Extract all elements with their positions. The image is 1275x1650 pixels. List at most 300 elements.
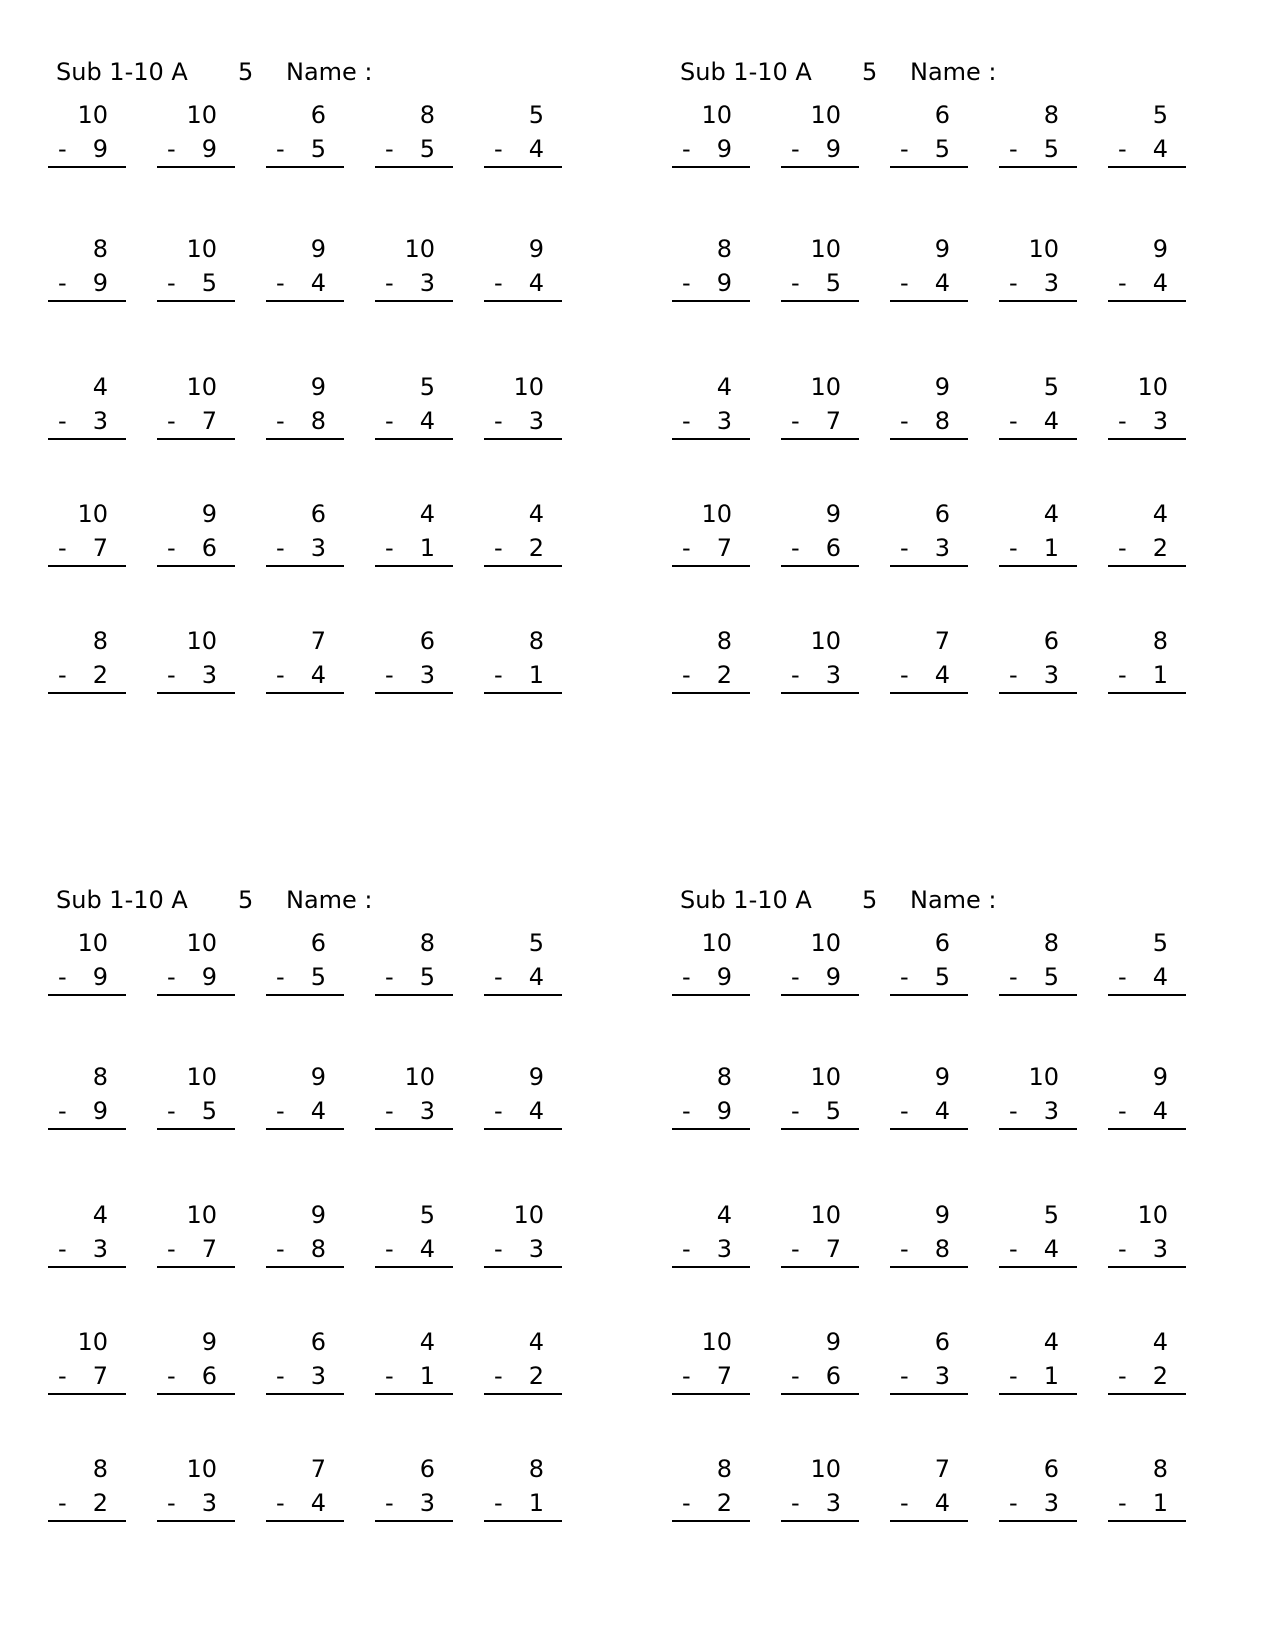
minus-sign: -: [1009, 269, 1018, 297]
subtraction-problem: [781, 626, 859, 696]
minus-sign: -: [167, 407, 176, 435]
subtrahend: 9: [825, 135, 841, 163]
subtraction-problem: [157, 928, 235, 998]
answer-line[interactable]: [890, 1266, 968, 1268]
minus-sign: -: [791, 269, 800, 297]
subtrahend: 3: [1043, 1097, 1059, 1125]
subtraction-problem: [375, 234, 453, 304]
minuend: 4: [1043, 1328, 1059, 1356]
minuend: 8: [1152, 627, 1168, 655]
name-label: Name :: [910, 58, 997, 86]
answer-line[interactable]: [266, 1393, 344, 1395]
minus-sign: -: [791, 135, 800, 163]
minus-sign: -: [682, 963, 691, 991]
subtraction-problem: [266, 1062, 344, 1132]
problem-row: [672, 372, 1232, 442]
answer-line[interactable]: [672, 565, 750, 567]
answer-line[interactable]: [48, 300, 126, 302]
subtrahend: 5: [201, 1097, 217, 1125]
subtrahend: 3: [310, 534, 326, 562]
answer-line[interactable]: [375, 1266, 453, 1268]
answer-line[interactable]: [266, 565, 344, 567]
minus-sign: -: [494, 1097, 503, 1125]
subtrahend: 4: [934, 1489, 950, 1517]
answer-line[interactable]: [781, 565, 859, 567]
subtraction-problem: [1108, 928, 1186, 998]
minuend: 9: [310, 373, 326, 401]
minus-sign: -: [1009, 135, 1018, 163]
minus-sign: -: [385, 1362, 394, 1390]
subtrahend: 3: [419, 661, 435, 689]
answer-line[interactable]: [484, 1393, 562, 1395]
answer-line[interactable]: [157, 692, 235, 694]
subtrahend: 1: [528, 1489, 544, 1517]
answer-line[interactable]: [157, 166, 235, 168]
subtraction-problem: [1108, 234, 1186, 304]
answer-line[interactable]: [890, 692, 968, 694]
subtraction-problem: [266, 1200, 344, 1270]
subtrahend: 3: [1043, 269, 1059, 297]
answer-line[interactable]: [375, 692, 453, 694]
subtrahend: 5: [1043, 135, 1059, 163]
subtraction-problem: [48, 1062, 126, 1132]
minuend: 10: [1028, 1063, 1059, 1091]
answer-line[interactable]: [999, 1266, 1077, 1268]
minuend: 10: [77, 101, 108, 129]
answer-line[interactable]: [157, 1266, 235, 1268]
subtrahend: 7: [92, 534, 108, 562]
answer-line[interactable]: [890, 300, 968, 302]
answer-line[interactable]: [157, 994, 235, 996]
answer-line[interactable]: [266, 994, 344, 996]
subtrahend: 9: [716, 1097, 732, 1125]
answer-line[interactable]: [890, 994, 968, 996]
problem-row: [672, 626, 1232, 696]
subtraction-problem: [484, 1454, 562, 1524]
minus-sign: -: [1118, 1235, 1127, 1263]
subtrahend: 1: [1152, 661, 1168, 689]
answer-line[interactable]: [781, 1266, 859, 1268]
answer-line[interactable]: [484, 692, 562, 694]
minus-sign: -: [167, 661, 176, 689]
minus-sign: -: [494, 1489, 503, 1517]
answer-line[interactable]: [157, 1128, 235, 1130]
minus-sign: -: [167, 1362, 176, 1390]
answer-line[interactable]: [672, 994, 750, 996]
subtrahend: 3: [419, 269, 435, 297]
minus-sign: -: [682, 1097, 691, 1125]
minus-sign: -: [791, 1489, 800, 1517]
answer-line[interactable]: [266, 166, 344, 168]
answer-line[interactable]: [781, 1520, 859, 1522]
subtrahend: 3: [1152, 1235, 1168, 1263]
minus-sign: -: [167, 1235, 176, 1263]
minus-sign: -: [167, 1097, 176, 1125]
answer-line[interactable]: [48, 438, 126, 440]
subtrahend: 8: [934, 407, 950, 435]
answer-line[interactable]: [781, 438, 859, 440]
minuend: 10: [1028, 235, 1059, 263]
worksheet-title: Sub 1-10 A: [56, 886, 188, 914]
answer-line[interactable]: [890, 1128, 968, 1130]
minuend: 9: [934, 1201, 950, 1229]
answer-line[interactable]: [1108, 565, 1186, 567]
subtraction-problem: [484, 1062, 562, 1132]
minuend: 10: [810, 1201, 841, 1229]
answer-line[interactable]: [999, 1520, 1077, 1522]
minus-sign: -: [167, 963, 176, 991]
minuend: 10: [186, 101, 217, 129]
subtraction-problem: [672, 928, 750, 998]
subtraction-problem: [781, 1327, 859, 1397]
subtraction-problem: [157, 626, 235, 696]
answer-line[interactable]: [999, 438, 1077, 440]
answer-line[interactable]: [266, 1520, 344, 1522]
subtrahend: 1: [1152, 1489, 1168, 1517]
subtraction-problem: [375, 499, 453, 569]
answer-line[interactable]: [999, 166, 1077, 168]
minuend: 4: [419, 1328, 435, 1356]
subtraction-problem: [157, 100, 235, 170]
minuend: 10: [186, 1201, 217, 1229]
minus-sign: -: [167, 1489, 176, 1517]
minuend: 7: [934, 1455, 950, 1483]
minus-sign: -: [276, 1097, 285, 1125]
subtrahend: 2: [92, 1489, 108, 1517]
minuend: 8: [92, 1063, 108, 1091]
subtrahend: 9: [201, 135, 217, 163]
minus-sign: -: [494, 135, 503, 163]
problem-row: [48, 928, 608, 998]
answer-line[interactable]: [1108, 1520, 1186, 1522]
subtrahend: 5: [934, 135, 950, 163]
subtraction-problem: [890, 499, 968, 569]
answer-line[interactable]: [781, 166, 859, 168]
answer-line[interactable]: [1108, 692, 1186, 694]
problem-row: [48, 626, 608, 696]
answer-line[interactable]: [999, 1128, 1077, 1130]
answer-line[interactable]: [484, 1520, 562, 1522]
subtraction-problem: [266, 626, 344, 696]
subtrahend: 1: [1043, 534, 1059, 562]
answer-line[interactable]: [999, 1393, 1077, 1395]
minuend: 5: [1152, 929, 1168, 957]
problem-row: [48, 1454, 608, 1524]
minus-sign: -: [385, 1097, 394, 1125]
subtrahend: 3: [716, 1235, 732, 1263]
answer-line[interactable]: [48, 1266, 126, 1268]
minuend: 5: [528, 929, 544, 957]
answer-line[interactable]: [890, 166, 968, 168]
answer-line[interactable]: [375, 565, 453, 567]
subtrahend: 3: [528, 407, 544, 435]
minuend: 9: [1152, 1063, 1168, 1091]
answer-line[interactable]: [157, 300, 235, 302]
minus-sign: -: [58, 269, 67, 297]
minus-sign: -: [682, 1489, 691, 1517]
problem-row: [672, 1200, 1232, 1270]
answer-line[interactable]: [781, 300, 859, 302]
answer-line[interactable]: [266, 1266, 344, 1268]
minuend: 4: [92, 373, 108, 401]
answer-line[interactable]: [890, 1393, 968, 1395]
subtrahend: 5: [310, 963, 326, 991]
minuend: 7: [310, 1455, 326, 1483]
answer-line[interactable]: [266, 300, 344, 302]
subtraction-problem: [781, 499, 859, 569]
minuend: 4: [716, 1201, 732, 1229]
minus-sign: -: [167, 269, 176, 297]
answer-line[interactable]: [672, 1128, 750, 1130]
subtraction-problem: [1108, 372, 1186, 442]
answer-line[interactable]: [266, 1128, 344, 1130]
subtrahend: 4: [1152, 1097, 1168, 1125]
subtrahend: 8: [310, 1235, 326, 1263]
answer-line[interactable]: [890, 438, 968, 440]
subtrahend: 8: [310, 407, 326, 435]
answer-line[interactable]: [48, 1128, 126, 1130]
minus-sign: -: [791, 1362, 800, 1390]
subtrahend: 7: [716, 534, 732, 562]
minuend: 10: [701, 1328, 732, 1356]
minuend: 6: [1043, 627, 1059, 655]
answer-line[interactable]: [48, 1393, 126, 1395]
answer-line[interactable]: [1108, 300, 1186, 302]
answer-line[interactable]: [1108, 166, 1186, 168]
minus-sign: -: [1118, 269, 1127, 297]
answer-line[interactable]: [999, 692, 1077, 694]
minuend: 10: [1137, 1201, 1168, 1229]
subtrahend: 1: [528, 661, 544, 689]
minuend: 9: [201, 1328, 217, 1356]
subtraction-problem: [672, 1062, 750, 1132]
subtrahend: 4: [1043, 1235, 1059, 1263]
subtrahend: 3: [825, 1489, 841, 1517]
minuend: 6: [934, 101, 950, 129]
minus-sign: -: [791, 1235, 800, 1263]
answer-line[interactable]: [1108, 438, 1186, 440]
minus-sign: -: [900, 1362, 909, 1390]
minuend: 10: [77, 929, 108, 957]
subtraction-problem: [672, 1454, 750, 1524]
subtraction-problem: [48, 928, 126, 998]
problem-row: [672, 1327, 1232, 1397]
minus-sign: -: [1118, 1097, 1127, 1125]
answer-line[interactable]: [999, 300, 1077, 302]
subtraction-problem: [999, 626, 1077, 696]
minus-sign: -: [1009, 407, 1018, 435]
answer-line[interactable]: [890, 565, 968, 567]
minus-sign: -: [1009, 1097, 1018, 1125]
subtrahend: 2: [528, 1362, 544, 1390]
answer-line[interactable]: [672, 166, 750, 168]
answer-line[interactable]: [266, 438, 344, 440]
answer-line[interactable]: [781, 1393, 859, 1395]
minuend: 10: [404, 235, 435, 263]
subtraction-problem: [999, 928, 1077, 998]
worksheet-number: 5: [238, 886, 254, 914]
subtraction-problem: [890, 1327, 968, 1397]
subtrahend: 3: [934, 534, 950, 562]
answer-line[interactable]: [484, 1266, 562, 1268]
subtrahend: 4: [1152, 135, 1168, 163]
minus-sign: -: [385, 135, 394, 163]
subtraction-problem: [375, 1454, 453, 1524]
answer-line[interactable]: [484, 438, 562, 440]
answer-line[interactable]: [672, 438, 750, 440]
answer-line[interactable]: [375, 438, 453, 440]
subtraction-problem: [1108, 499, 1186, 569]
answer-line[interactable]: [48, 565, 126, 567]
subtrahend: 6: [825, 1362, 841, 1390]
minus-sign: -: [276, 963, 285, 991]
minus-sign: -: [1118, 1489, 1127, 1517]
minus-sign: -: [494, 963, 503, 991]
answer-line[interactable]: [781, 692, 859, 694]
minuend: 6: [934, 500, 950, 528]
minus-sign: -: [791, 407, 800, 435]
subtrahend: 8: [934, 1235, 950, 1263]
worksheet-copy-4: [672, 880, 1232, 1540]
subtrahend: 2: [716, 1489, 732, 1517]
answer-line[interactable]: [157, 438, 235, 440]
subtraction-problem: [1108, 626, 1186, 696]
answer-line[interactable]: [375, 166, 453, 168]
answer-line[interactable]: [266, 692, 344, 694]
subtraction-problem: [999, 499, 1077, 569]
subtrahend: 5: [419, 963, 435, 991]
minus-sign: -: [1118, 135, 1127, 163]
minus-sign: -: [1009, 963, 1018, 991]
minuend: 6: [310, 500, 326, 528]
subtraction-problem: [781, 234, 859, 304]
problem-row: [672, 1062, 1232, 1132]
minuend: 9: [528, 235, 544, 263]
answer-line[interactable]: [375, 1520, 453, 1522]
minuend: 9: [934, 373, 950, 401]
answer-line[interactable]: [781, 994, 859, 996]
problem-row: [672, 499, 1232, 569]
subtraction-problem: [890, 100, 968, 170]
subtraction-problem: [484, 1200, 562, 1270]
minus-sign: -: [385, 269, 394, 297]
minuend: 10: [810, 101, 841, 129]
minuend: 10: [810, 627, 841, 655]
answer-line[interactable]: [781, 1128, 859, 1130]
answer-line[interactable]: [48, 1520, 126, 1522]
answer-line[interactable]: [672, 1520, 750, 1522]
minuend: 9: [201, 500, 217, 528]
minus-sign: -: [900, 269, 909, 297]
subtraction-problem: [48, 626, 126, 696]
minuend: 8: [716, 1063, 732, 1091]
subtraction-problem: [672, 372, 750, 442]
minuend: 10: [810, 1063, 841, 1091]
minuend: 9: [934, 235, 950, 263]
answer-line[interactable]: [1108, 994, 1186, 996]
answer-line[interactable]: [1108, 1393, 1186, 1395]
minus-sign: -: [791, 1097, 800, 1125]
minus-sign: -: [682, 1235, 691, 1263]
answer-line[interactable]: [484, 994, 562, 996]
answer-line[interactable]: [157, 1520, 235, 1522]
answer-line[interactable]: [48, 994, 126, 996]
problem-row: [672, 234, 1232, 304]
subtraction-problem: [999, 372, 1077, 442]
minus-sign: -: [682, 534, 691, 562]
answer-line[interactable]: [484, 1128, 562, 1130]
minuend: 10: [513, 373, 544, 401]
subtraction-problem: [1108, 1200, 1186, 1270]
minuend: 6: [934, 929, 950, 957]
minus-sign: -: [900, 661, 909, 689]
minus-sign: -: [791, 661, 800, 689]
minuend: 7: [934, 627, 950, 655]
answer-line[interactable]: [375, 1128, 453, 1130]
worksheet-title: Sub 1-10 A: [680, 886, 812, 914]
minuend: 10: [77, 500, 108, 528]
minuend: 9: [310, 1201, 326, 1229]
subtraction-problem: [781, 1454, 859, 1524]
answer-line[interactable]: [1108, 1266, 1186, 1268]
minus-sign: -: [1009, 661, 1018, 689]
subtraction-problem: [781, 100, 859, 170]
subtrahend: 7: [825, 1235, 841, 1263]
answer-line[interactable]: [48, 166, 126, 168]
minuend: 6: [419, 627, 435, 655]
minuend: 8: [92, 1455, 108, 1483]
minus-sign: -: [1118, 963, 1127, 991]
answer-line[interactable]: [157, 1393, 235, 1395]
answer-line[interactable]: [672, 1393, 750, 1395]
minuend: 5: [1152, 101, 1168, 129]
answer-line[interactable]: [672, 300, 750, 302]
subtrahend: 6: [201, 534, 217, 562]
minuend: 4: [1152, 500, 1168, 528]
answer-line[interactable]: [999, 565, 1077, 567]
minuend: 9: [934, 1063, 950, 1091]
subtraction-problem: [672, 234, 750, 304]
subtrahend: 3: [419, 1489, 435, 1517]
answer-line[interactable]: [375, 1393, 453, 1395]
answer-line[interactable]: [484, 166, 562, 168]
answer-line[interactable]: [890, 1520, 968, 1522]
answer-line[interactable]: [375, 300, 453, 302]
subtrahend: 9: [825, 963, 841, 991]
answer-line[interactable]: [1108, 1128, 1186, 1130]
minuend: 8: [1043, 101, 1059, 129]
answer-line[interactable]: [672, 1266, 750, 1268]
subtraction-problem: [781, 372, 859, 442]
answer-line[interactable]: [484, 565, 562, 567]
subtrahend: 4: [528, 1097, 544, 1125]
answer-line[interactable]: [484, 300, 562, 302]
minuend: 6: [310, 1328, 326, 1356]
subtrahend: 7: [201, 1235, 217, 1263]
subtrahend: 4: [934, 269, 950, 297]
subtrahend: 9: [92, 269, 108, 297]
answer-line[interactable]: [375, 994, 453, 996]
answer-line[interactable]: [672, 692, 750, 694]
minuend: 10: [701, 500, 732, 528]
answer-line[interactable]: [999, 994, 1077, 996]
minuend: 9: [528, 1063, 544, 1091]
subtraction-problem: [672, 626, 750, 696]
answer-line[interactable]: [48, 692, 126, 694]
minus-sign: -: [494, 661, 503, 689]
answer-line[interactable]: [157, 565, 235, 567]
minuend: 4: [1152, 1328, 1168, 1356]
